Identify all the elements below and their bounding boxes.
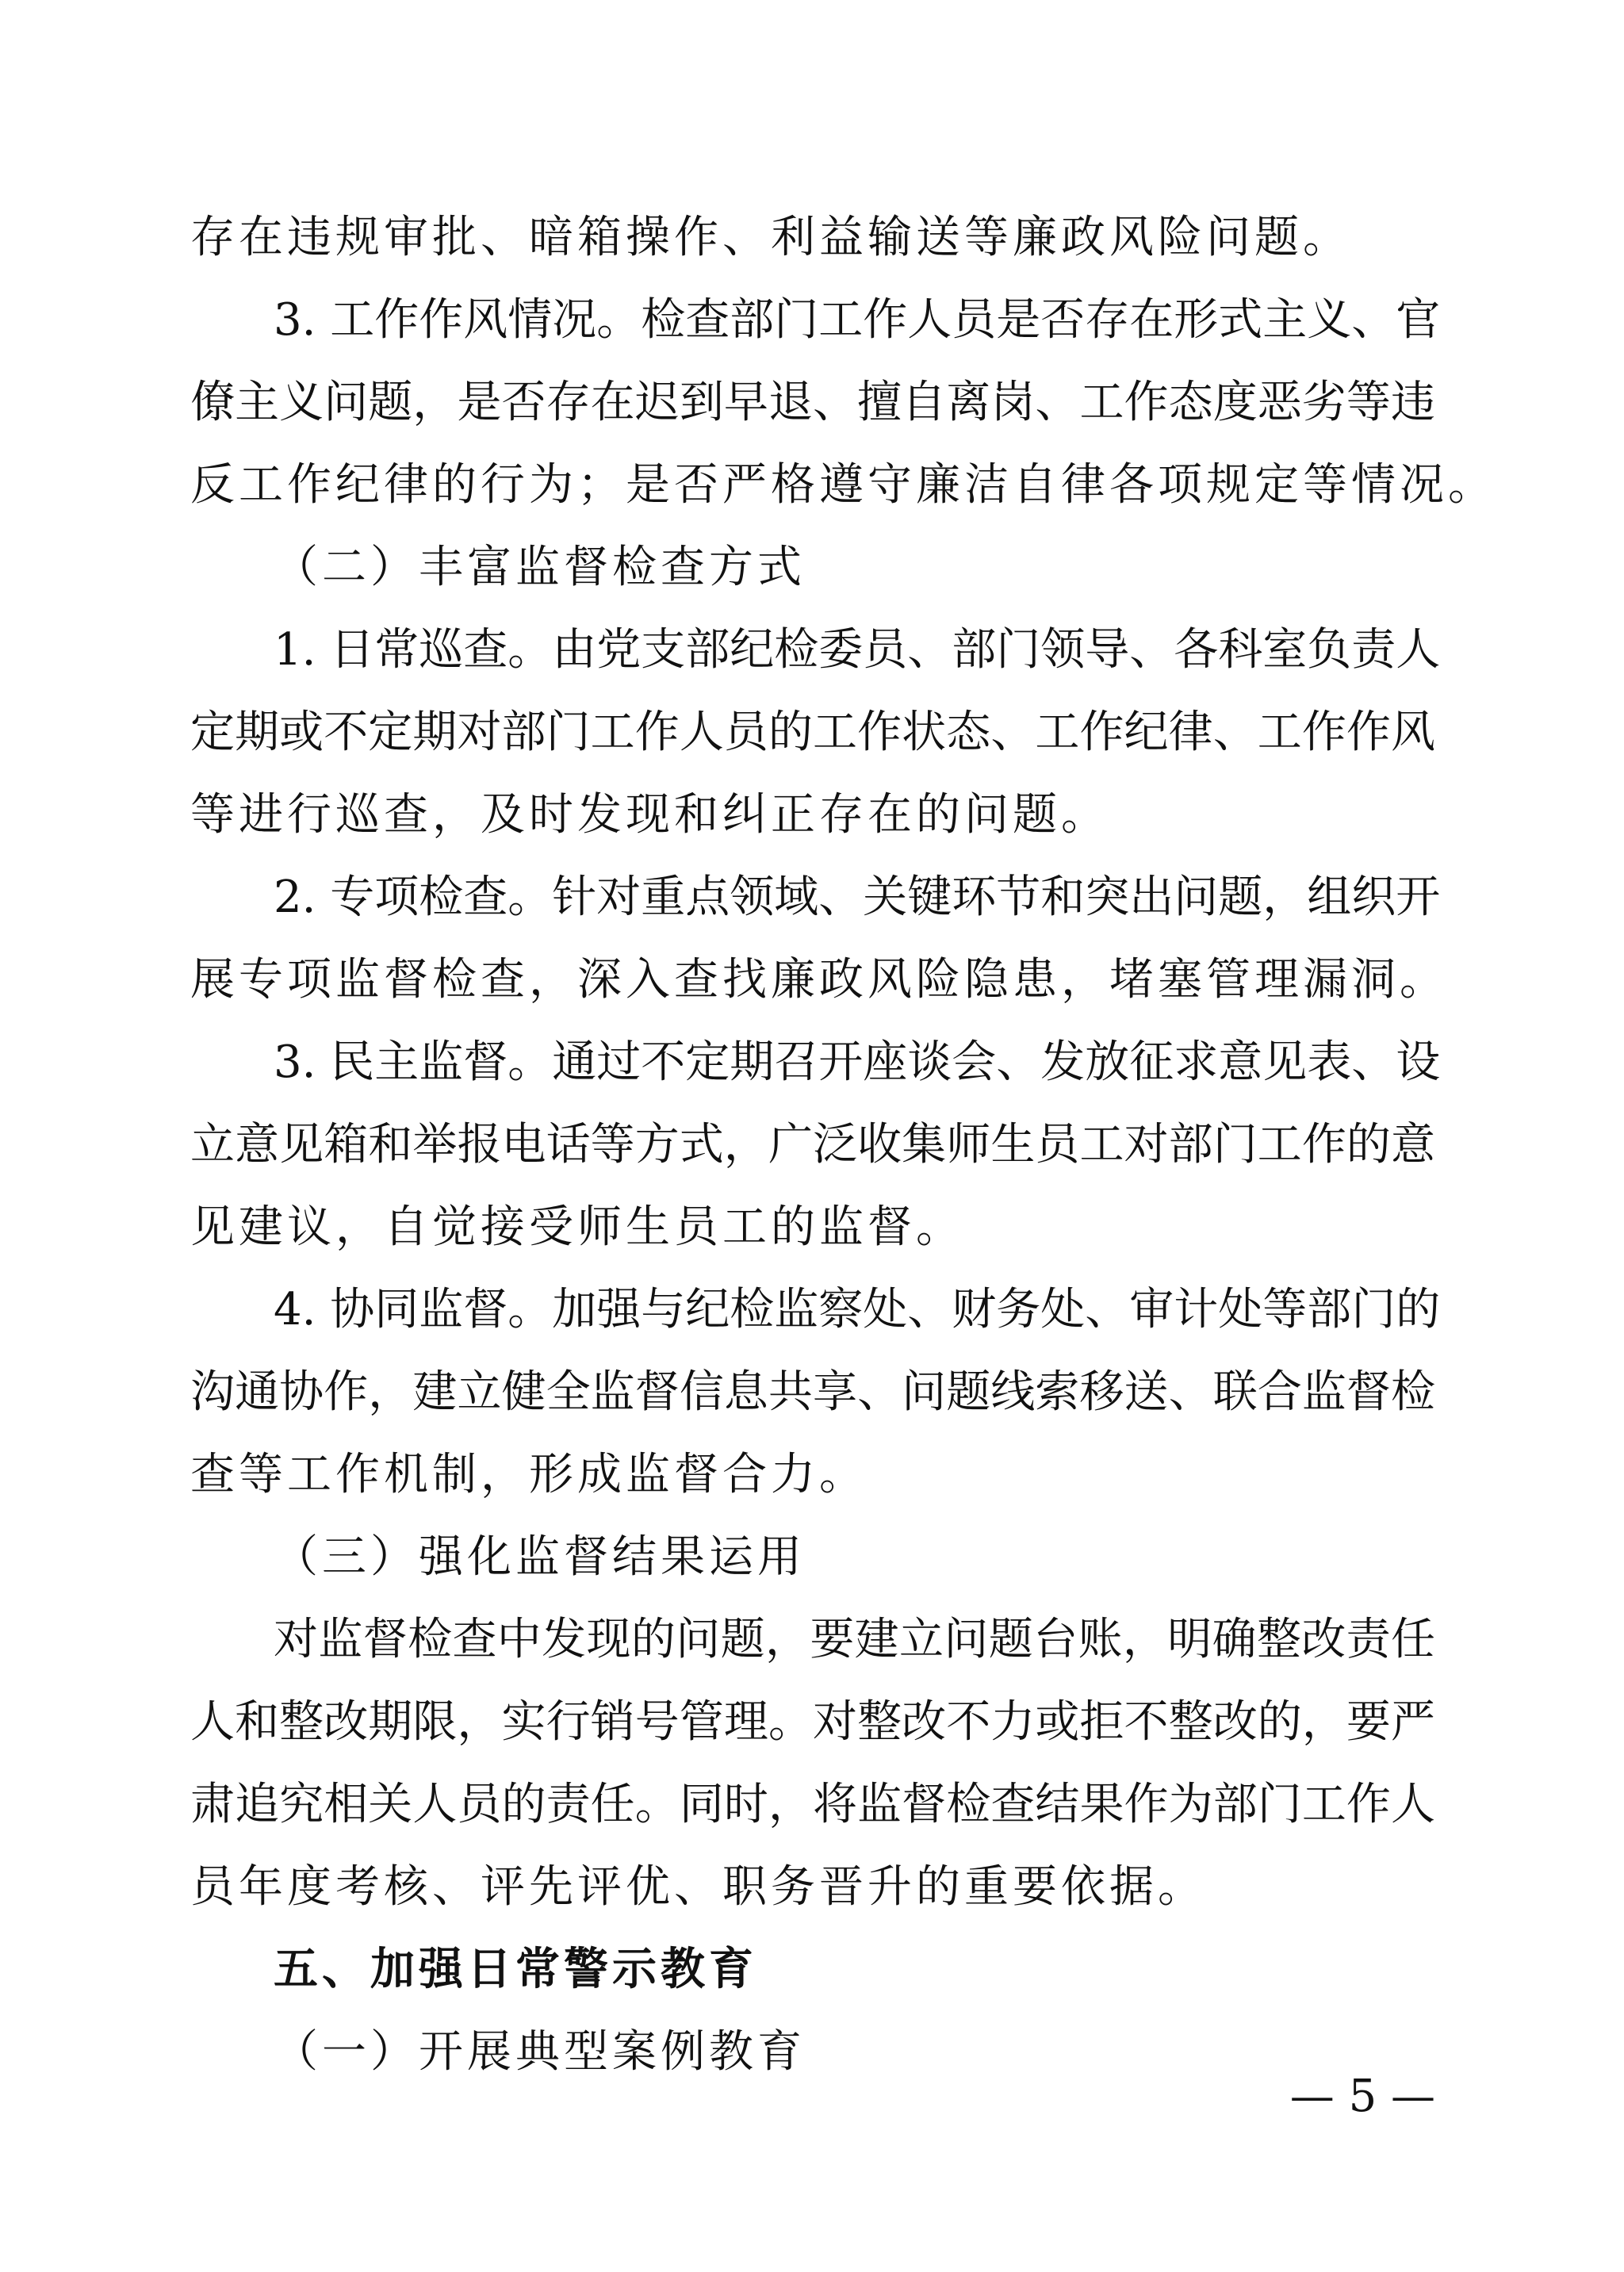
section-heading: 五、加强日常警示教育: [274, 1944, 757, 1995]
paragraph-line: 查等工作机制，形成监督合力。: [190, 1449, 868, 1500]
paragraph-line: 沟通协作，建立健全监督信息共享、问题线索移送、联合监督检: [190, 1366, 1435, 1418]
paragraph-line: 立意见箱和举报电话等方式，广泛收集师生员工对部门工作的意: [190, 1119, 1435, 1170]
section-subheading: （二）丰富监督检查方式: [274, 542, 806, 593]
paragraph-line: 存在违规审批、暗箱操作、利益输送等廉政风险问题。: [190, 212, 1351, 263]
paragraph-line: 对监督检查中发现的问题，要建立问题台账，明确整改责任: [274, 1614, 1435, 1665]
paragraph-line: 僚主义问题，是否存在迟到早退、擅自离岗、工作态度恶劣等违: [190, 377, 1435, 428]
paragraph-line: 人和整改期限，实行销号管理。对整改不力或拒不整改的，要严: [190, 1696, 1435, 1748]
paragraph-line: 员年度考核、评先评优、职务晋升的重要依据。: [190, 1861, 1206, 1913]
section-subheading: （三）强化监督结果运用: [274, 1531, 806, 1583]
paragraph-line: 2. 专项检查。针对重点领域、关键环节和突出问题，组织开: [274, 872, 1441, 923]
paragraph-line: 肃追究相关人员的责任。同时，将监督检查结果作为部门工作人: [190, 1779, 1435, 1830]
paragraph-line: 3. 工作作风情况。检查部门工作人员是否存在形式主义、官: [274, 294, 1441, 346]
paragraph-line: 定期或不定期对部门工作人员的工作状态、工作纪律、工作作风: [190, 707, 1435, 758]
paragraph-line: 3. 民主监督。通过不定期召开座谈会、发放征求意见表、设: [274, 1036, 1441, 1088]
paragraph-line: 见建议，自觉接受师生员工的监督。: [190, 1201, 964, 1253]
section-subheading: （一）开展典型案例教育: [274, 2026, 806, 2078]
paragraph-line: 等进行巡查，及时发现和纠正存在的问题。: [190, 789, 1109, 841]
page-number: — 5 —: [1289, 2071, 1435, 2122]
paragraph-line: 4. 协同监督。加强与纪检监察处、财务处、审计处等部门的: [274, 1284, 1441, 1335]
paragraph-line: 1. 日常巡查。由党支部纪检委员、部门领导、各科室负责人: [274, 624, 1441, 676]
paragraph-line: 反工作纪律的行为；是否严格遵守廉洁自律各项规定等情况。: [190, 459, 1496, 511]
paragraph-line: 展专项监督检查，深入查找廉政风险隐患，堵塞管理漏洞。: [190, 954, 1448, 1006]
